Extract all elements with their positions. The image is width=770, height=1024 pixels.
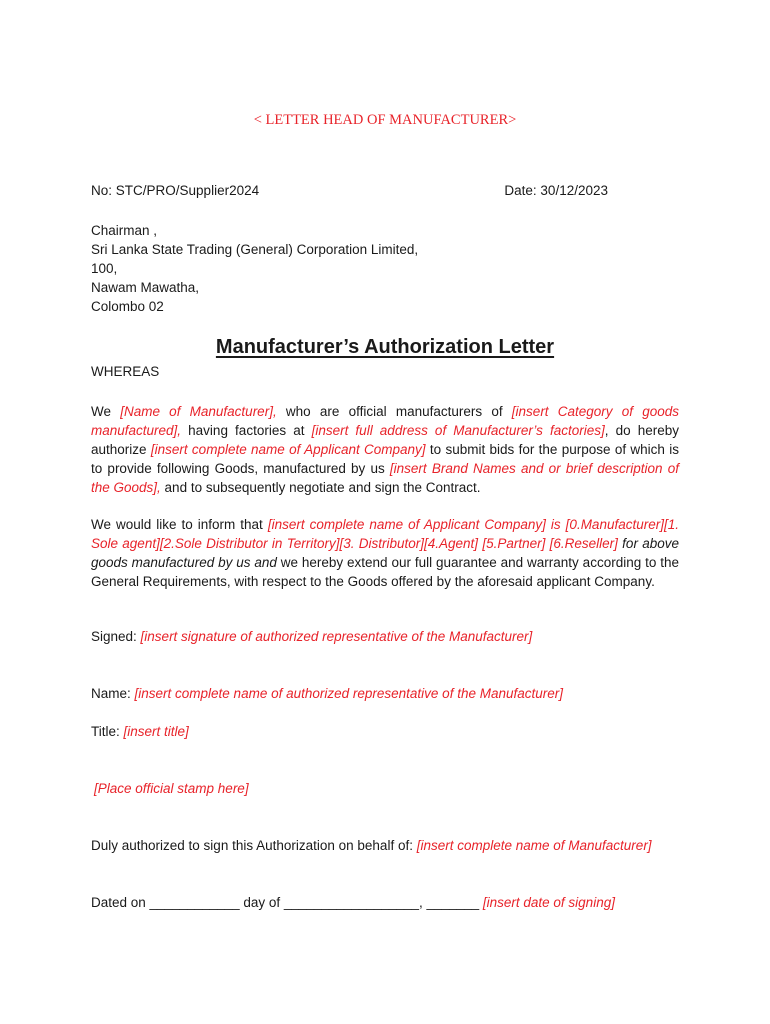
letter-date (504, 183, 608, 198)
placeholder-signature: [insert signature of authorized representative of the Manufacturer] (140, 629, 533, 644)
title-label: Title: (91, 724, 124, 739)
paragraph-text: to submit bids for the purpose of which is to provide following Goods, manufactured by us (91, 442, 679, 476)
signed-label: Signed: (91, 629, 141, 644)
title-line (91, 724, 189, 739)
paragraph-text: We would like to inform that (91, 517, 268, 532)
paragraph-italic-text: for above goods manufactured by us and (91, 536, 679, 570)
placeholder-date-of-signing: [insert date of signing] (482, 895, 615, 910)
reference-no-label: No: (91, 183, 113, 198)
placeholder-manufacturer-complete-name: [insert complete name of Manufacturer] (416, 838, 652, 853)
recipient-address (91, 221, 418, 316)
dated-line (91, 895, 615, 910)
paragraph-text: , do hereby authorize (91, 423, 679, 457)
placeholder-title: [insert title] (123, 724, 189, 739)
reference-row (91, 183, 608, 198)
dated-label: Dated on ____________ day of __________________, _______ (91, 895, 483, 910)
reference-number (91, 183, 259, 198)
placeholder-applicant-company: [insert complete name of Applicant Company] (150, 442, 426, 457)
whereas-label: WHEREAS (91, 364, 160, 379)
placeholder-applicant-role: [insert complete name of Applicant Company] is [0.Manufacturer][1. Sole agent][2.Sole Distributor in Territory][3. Distributor][4.Agent] [5.Partner] [6.Reseller] (91, 517, 679, 551)
address-line: Colombo 02 (91, 299, 164, 314)
guarantee-paragraph (91, 515, 679, 591)
duly-label: Duly authorized to sign this Authorization on behalf of: (91, 838, 417, 853)
date-value: 30/12/2023 (540, 183, 608, 198)
reference-no-value: STC/PRO/Supplier2024 (115, 183, 260, 198)
authorization-paragraph (91, 402, 679, 497)
name-line (91, 686, 563, 701)
paragraph-text: having factories at (181, 423, 312, 438)
paragraph-text: we hereby extend our full guarantee and warranty according to the General Requirements, with respect to the Goods offered by the aforesaid applicant Company. (91, 555, 679, 589)
placeholder-representative-name: [insert complete name of authorized representative of the Manufacturer] (134, 686, 563, 701)
placeholder-official-stamp: [Place official stamp here] (94, 781, 249, 796)
placeholder-factory-address: [insert full address of Manufacturer’s factories] (311, 423, 605, 438)
address-line: Chairman , (91, 223, 158, 238)
placeholder-goods-category: [insert Category of goods manufactured], (91, 404, 679, 438)
paragraph-text: and to subsequently negotiate and sign the Contract. (160, 480, 481, 495)
placeholder-brand-names: [insert Brand Names and or brief description of the Goods], (91, 461, 679, 495)
name-label: Name: (91, 686, 135, 701)
address-line: 100, (91, 261, 118, 276)
letter-title: Manufacturer’s Authorization Letter (215, 336, 555, 358)
signed-line (91, 629, 532, 644)
address-line: Sri Lanka State Trading (General) Corporation Limited, (91, 242, 419, 257)
paragraph-text: who are official manufacturers of (276, 404, 512, 419)
duly-authorized-line (91, 838, 652, 853)
paragraph-text: We (91, 404, 121, 419)
letterhead-placeholder: < LETTER HEAD OF MANUFACTURER> (253, 112, 517, 128)
placeholder-manufacturer-name: [Name of Manufacturer], (120, 404, 277, 419)
date-label: Date: (504, 183, 537, 198)
address-line: Nawam Mawatha, (91, 280, 200, 295)
